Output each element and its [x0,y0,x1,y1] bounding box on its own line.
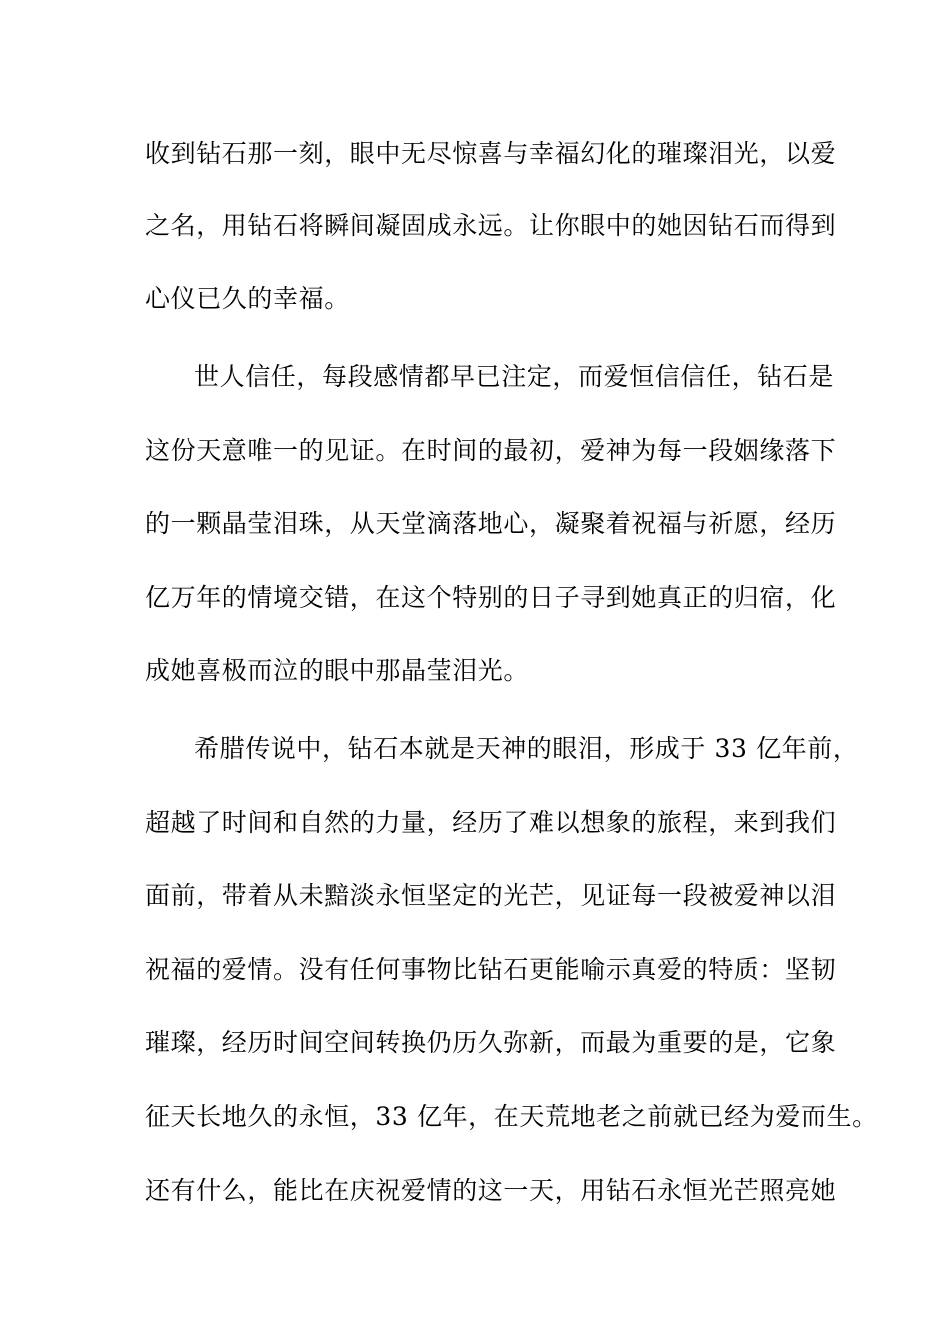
text-line: 收到钻石那一刻，眼中无尽惊喜与幸福幻化的璀璨泪光，以爱 [145,139,837,168]
text-line: 之名，用钻石将瞬间凝固成永远。让你眼中的她因钻石而得到 [145,211,837,240]
text-line: 祝福的爱情。没有任何事物比钻石更能喻示真爱的特质：坚韧 [145,955,837,984]
text-line: 希腊传说中，钻石本就是天神的眼泪，形成于 33 亿年前， [194,734,859,763]
text-line: 亿万年的情境交错，在这个特别的日子寻到她真正的归宿，化 [145,583,837,612]
text-line: 面前，带着从未黯淡永恒坚定的光芒，见证每一段被爱神以泪 [145,881,837,910]
text-line: 成她喜极而泣的眼中那晶莹泪光。 [145,656,530,685]
text-line: 璀璨，经历时间空间转换仍历久弥新，而最为重要的是，它象 [145,1028,837,1057]
text-line: 这份天意唯一的见证。在时间的最初，爱神为每一段姻缘落下 [145,436,837,465]
text-line: 超越了时间和自然的力量，经历了难以想象的旅程，来到我们 [145,808,837,837]
text-line: 还有什么，能比在庆祝爱情的这一天，用钻石永恒光芒照亮她 [145,1176,837,1205]
text-line: 世人信任，每段感情都早已注定，而爱恒信信任，钻石是 [194,362,835,391]
text-line: 征天长地久的永恒，33 亿年，在天荒地老之前就已经为爱而生。 [145,1102,878,1131]
text-line: 的一颗晶莹泪珠，从天堂滴落地心，凝聚着祝福与祈愿，经历 [145,509,837,538]
text-line: 心仪已久的幸福。 [145,284,350,313]
